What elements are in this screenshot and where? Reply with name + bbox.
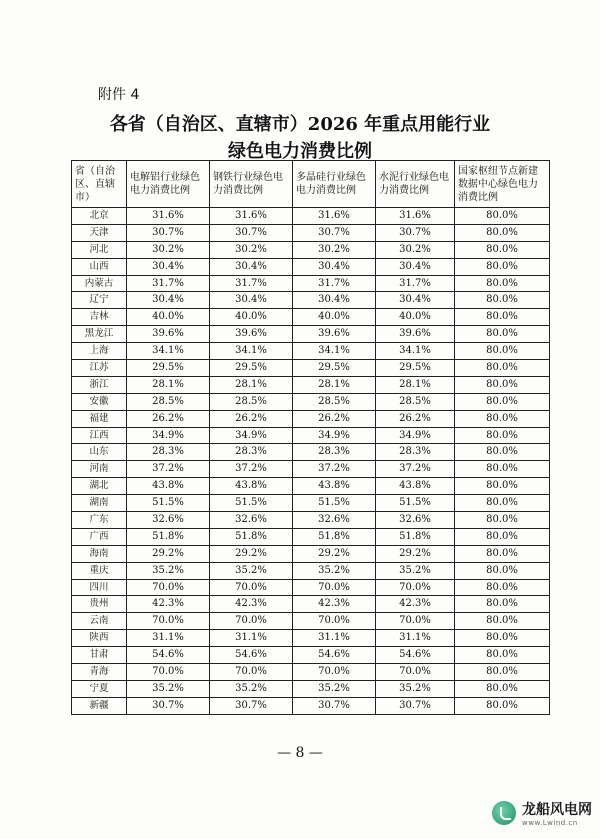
ratio-cell: 28.3% [127,444,210,461]
province-cell: 陕西 [72,630,127,647]
table-body [72,208,550,715]
ratio-cell: 30.7% [293,224,376,241]
ratio-cell: 34.1% [293,343,376,360]
table-row [72,613,550,630]
ratio-cell: 42.3% [127,596,210,613]
ratio-cell: 30.7% [127,697,210,714]
table-row [72,427,550,444]
ratio-cell: 31.6% [376,208,455,225]
ratio-cell: 80.0% [455,528,550,545]
ratio-cell: 70.0% [293,579,376,596]
province-cell: 内蒙古 [72,275,127,292]
ratio-cell: 35.2% [210,680,293,697]
ratio-cell: 54.6% [210,647,293,664]
ratio-cell: 42.3% [210,596,293,613]
ratio-cell: 80.0% [455,545,550,562]
province-cell: 浙江 [72,376,127,393]
ratio-cell: 30.7% [376,224,455,241]
ratio-cell: 80.0% [455,478,550,495]
ratio-cell: 28.1% [293,376,376,393]
ratio-cell: 34.9% [210,427,293,444]
ratio-cell: 34.1% [376,343,455,360]
ratio-cell: 32.6% [127,512,210,529]
ratio-cell: 51.5% [210,495,293,512]
ratio-cell: 34.9% [293,427,376,444]
attachment-label: 附件 4 [98,87,140,103]
ratio-cell: 80.0% [455,360,550,377]
table-row [72,562,550,579]
table-row [72,647,550,664]
province-cell: 江苏 [72,360,127,377]
ratio-cell: 80.0% [455,630,550,647]
province-cell: 辽宁 [72,292,127,309]
ratio-cell: 43.8% [293,478,376,495]
ratio-cell: 42.3% [293,596,376,613]
ratio-cell: 30.7% [210,697,293,714]
ratio-cell: 70.0% [376,579,455,596]
ratio-cell: 30.7% [293,697,376,714]
province-cell: 重庆 [72,562,127,579]
ratio-cell: 29.2% [210,545,293,562]
province-cell: 河南 [72,461,127,478]
ratio-cell: 80.0% [455,697,550,714]
ratio-cell: 80.0% [455,241,550,258]
ratio-cell: 35.2% [210,562,293,579]
ratio-cell: 26.2% [127,410,210,427]
province-cell: 新疆 [72,697,127,714]
ratio-cell: 39.6% [293,326,376,343]
ratio-cell: 80.0% [455,613,550,630]
ratio-cell: 30.7% [210,224,293,241]
ratio-cell: 51.8% [127,528,210,545]
ratio-cell: 80.0% [455,326,550,343]
ratio-cell: 37.2% [210,461,293,478]
ratio-cell: 31.7% [127,275,210,292]
province-cell: 四川 [72,579,127,596]
table-row [72,393,550,410]
province-cell: 天津 [72,224,127,241]
ratio-cell: 70.0% [210,613,293,630]
ratio-cell: 37.2% [127,461,210,478]
ratio-cell: 70.0% [127,613,210,630]
ratio-cell: 54.6% [127,647,210,664]
ratio-cell: 80.0% [455,680,550,697]
watermark-url: www.Lwind.cn [522,819,578,827]
ratio-cell: 80.0% [455,579,550,596]
ratio-cell: 28.5% [293,393,376,410]
ratio-cell: 29.2% [293,545,376,562]
province-cell: 湖南 [72,495,127,512]
table-row [72,275,550,292]
province-cell: 广西 [72,528,127,545]
table-row [72,241,550,258]
ratio-cell: 39.6% [127,326,210,343]
table-row [72,579,550,596]
ratio-cell: 30.4% [293,292,376,309]
ratio-cell: 80.0% [455,444,550,461]
ratio-cell: 32.6% [293,512,376,529]
ratio-cell: 31.6% [210,208,293,225]
ratio-cell: 70.0% [293,613,376,630]
table-row [72,360,550,377]
ratio-cell: 34.9% [127,427,210,444]
ratio-cell: 35.2% [293,562,376,579]
ratio-cell: 30.7% [376,697,455,714]
ratio-cell: 70.0% [210,579,293,596]
table-row [72,326,550,343]
province-cell: 安徽 [72,393,127,410]
table-row [72,664,550,681]
ratio-cell: 70.0% [127,579,210,596]
ratio-cell: 30.4% [210,292,293,309]
ratio-cell: 80.0% [455,495,550,512]
ratio-cell: 28.5% [127,393,210,410]
ratio-cell: 31.7% [376,275,455,292]
ratio-cell: 39.6% [210,326,293,343]
ratio-cell: 31.1% [127,630,210,647]
ratio-cell: 28.5% [376,393,455,410]
ratio-cell: 37.2% [293,461,376,478]
ratio-cell: 26.2% [210,410,293,427]
ratio-cell: 54.6% [293,647,376,664]
ratio-cell: 34.9% [376,427,455,444]
province-cell: 广东 [72,512,127,529]
header-cement: 水泥行业绿色电力消费比例 [376,161,455,208]
province-cell: 宁夏 [72,680,127,697]
ratio-cell: 80.0% [455,309,550,326]
ratio-cell: 43.8% [376,478,455,495]
ratio-cell: 35.2% [127,562,210,579]
province-cell: 黑龙江 [72,326,127,343]
header-polysilicon: 多晶硅行业绿色电力消费比例 [293,161,376,208]
ratio-cell: 29.5% [127,360,210,377]
header-steel: 钢铁行业绿色电力消费比例 [210,161,293,208]
ratio-cell: 70.0% [376,664,455,681]
ratio-cell: 80.0% [455,647,550,664]
ratio-cell: 30.2% [210,241,293,258]
ratio-cell: 26.2% [376,410,455,427]
ratio-cell: 80.0% [455,275,550,292]
ratio-cell: 80.0% [455,596,550,613]
ratio-cell: 28.1% [210,376,293,393]
table-row [72,343,550,360]
province-cell: 北京 [72,208,127,225]
ratio-cell: 35.2% [293,680,376,697]
ratio-cell: 30.7% [127,224,210,241]
ratio-cell: 54.6% [376,647,455,664]
ratio-cell: 31.1% [210,630,293,647]
ratio-cell: 28.3% [293,444,376,461]
province-cell: 贵州 [72,596,127,613]
ratio-cell: 30.4% [127,292,210,309]
province-cell: 青海 [72,664,127,681]
ratio-cell: 80.0% [455,224,550,241]
watermark [492,799,592,827]
table-row [72,376,550,393]
page-number: — 8 — [277,745,323,761]
table-row [72,512,550,529]
ratio-cell: 51.5% [127,495,210,512]
ratio-cell: 37.2% [376,461,455,478]
table-row [72,680,550,697]
province-cell: 甘肃 [72,647,127,664]
table-row [72,444,550,461]
ratio-cell: 31.1% [376,630,455,647]
ratio-cell: 70.0% [376,613,455,630]
province-cell: 福建 [72,410,127,427]
ratio-cell: 31.6% [127,208,210,225]
table-row [72,596,550,613]
ratio-cell: 26.2% [293,410,376,427]
header-data-center: 国家枢纽节点新建数据中心绿色电力消费比例 [455,161,550,208]
ratio-cell: 80.0% [455,410,550,427]
ratio-cell: 35.2% [376,680,455,697]
ratio-cell: 31.7% [210,275,293,292]
ratio-cell: 80.0% [455,461,550,478]
table-row [72,478,550,495]
ratio-cell: 30.4% [127,258,210,275]
ratio-cell: 31.1% [293,630,376,647]
ratio-cell: 40.0% [293,309,376,326]
ratio-cell: 30.2% [293,241,376,258]
ratio-cell: 31.7% [293,275,376,292]
ratio-cell: 70.0% [127,664,210,681]
table-header-row [72,161,550,208]
ratio-cell: 32.6% [376,512,455,529]
table-row [72,410,550,427]
ratio-cell: 51.8% [210,528,293,545]
ratio-cell: 28.3% [376,444,455,461]
ratio-cell: 35.2% [376,562,455,579]
province-cell: 海南 [72,545,127,562]
ratio-cell: 29.5% [376,360,455,377]
lwind-logo-icon [492,801,516,825]
ratio-cell: 43.8% [127,478,210,495]
table-row [72,495,550,512]
province-cell: 上海 [72,343,127,360]
ratio-cell: 80.0% [455,393,550,410]
page-title: 各省（自治区、直辖市）2026 年重点用能行业 [109,114,491,135]
watermark-name: 龙船风电网 [522,802,592,818]
table-row [72,309,550,326]
table-row [72,258,550,275]
ratio-cell: 29.5% [210,360,293,377]
ratio-cell: 34.1% [210,343,293,360]
ratio-cell: 39.6% [376,326,455,343]
header-province: 省（自治区、直辖市） [72,161,127,208]
ratio-cell: 80.0% [455,343,550,360]
ratio-cell: 80.0% [455,208,550,225]
ratio-cell: 40.0% [127,309,210,326]
table-row [72,292,550,309]
province-cell: 湖北 [72,478,127,495]
table-row [72,461,550,478]
page-subtitle: 绿色电力消费比例 [228,141,372,162]
ratio-cell: 80.0% [455,376,550,393]
ratio-cell: 28.1% [127,376,210,393]
ratio-cell: 80.0% [455,258,550,275]
ratio-cell: 29.5% [293,360,376,377]
ratio-cell: 80.0% [455,664,550,681]
province-cell: 河北 [72,241,127,258]
table-row [72,545,550,562]
ratio-cell: 28.5% [210,393,293,410]
province-cell: 山东 [72,444,127,461]
ratio-cell: 70.0% [293,664,376,681]
ratio-cell: 30.4% [210,258,293,275]
ratio-cell: 40.0% [376,309,455,326]
ratio-cell: 70.0% [210,664,293,681]
ratio-cell: 29.2% [127,545,210,562]
ratio-cell: 40.0% [210,309,293,326]
ratio-cell: 80.0% [455,512,550,529]
ratio-cell: 30.4% [376,258,455,275]
province-cell: 云南 [72,613,127,630]
ratio-cell: 28.1% [376,376,455,393]
table-row [72,630,550,647]
table-row [72,528,550,545]
ratio-cell: 29.2% [376,545,455,562]
table-row [72,697,550,714]
ratio-cell: 80.0% [455,427,550,444]
table-row [72,208,550,225]
ratio-cell: 51.5% [376,495,455,512]
ratio-cell: 31.6% [293,208,376,225]
table-row [72,224,550,241]
ratio-cell: 35.2% [127,680,210,697]
province-cell: 江西 [72,427,127,444]
ratio-cell: 30.2% [127,241,210,258]
ratio-cell: 42.3% [376,596,455,613]
ratio-cell: 43.8% [210,478,293,495]
province-cell: 吉林 [72,309,127,326]
ratio-cell: 30.2% [376,241,455,258]
ratio-cell: 30.4% [293,258,376,275]
ratio-cell: 34.1% [127,343,210,360]
green-power-ratio-table [71,160,550,715]
ratio-cell: 30.4% [376,292,455,309]
ratio-cell: 51.5% [293,495,376,512]
ratio-cell: 32.6% [210,512,293,529]
header-aluminum: 电解铝行业绿色电力消费比例 [127,161,210,208]
ratio-cell: 80.0% [455,292,550,309]
ratio-cell: 51.8% [376,528,455,545]
province-cell: 山西 [72,258,127,275]
ratio-cell: 28.3% [210,444,293,461]
ratio-cell: 51.8% [293,528,376,545]
ratio-cell: 80.0% [455,562,550,579]
